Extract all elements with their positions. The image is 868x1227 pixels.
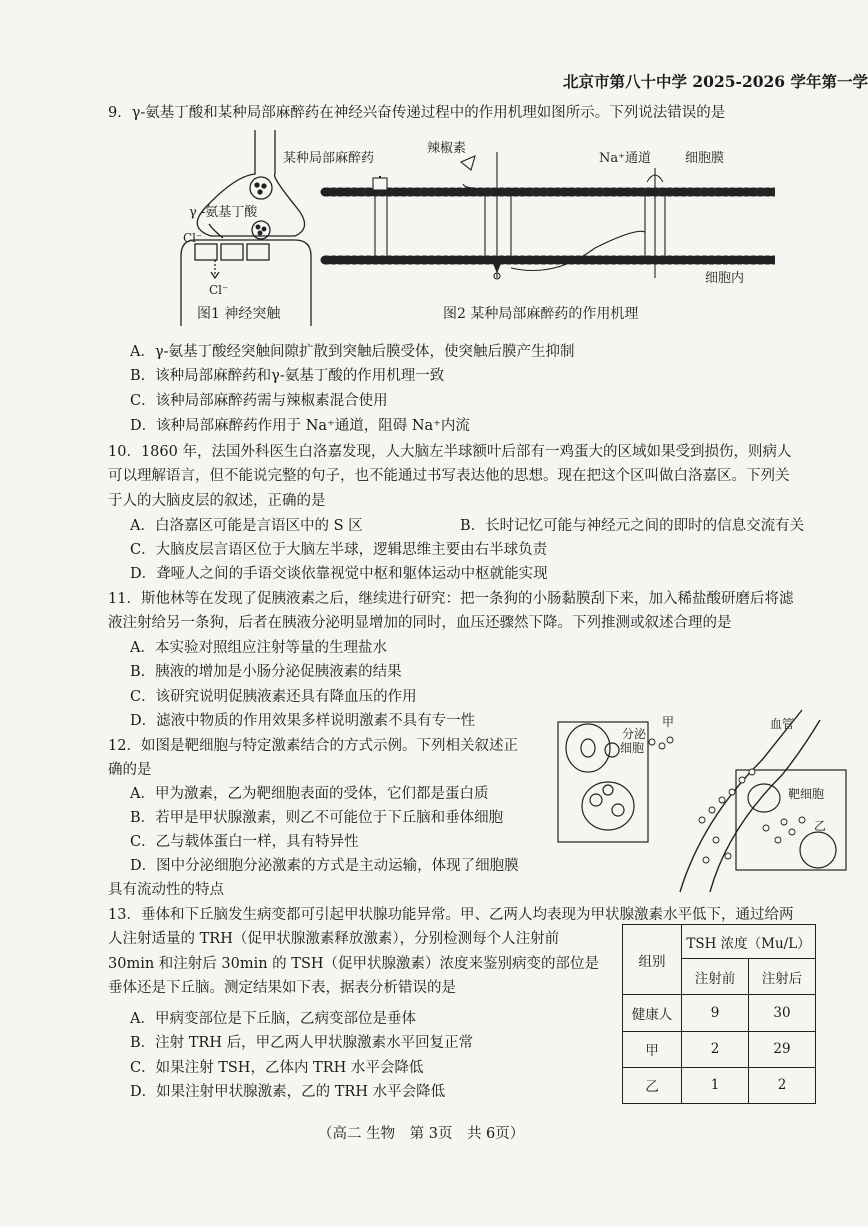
q9-option-c[interactable]: C．该种局部麻醉药需与辣椒素混合使用 <box>130 393 388 409</box>
q12-line-1: 12．如图是靶细胞与特定激素结合的方式示例。下列相关叙述正 <box>108 738 518 754</box>
na-channel-label: Na⁺通道 <box>599 151 651 166</box>
table-cell-before: 2 <box>682 1031 749 1067</box>
q9-figure <box>175 128 775 326</box>
membrane-figure <box>325 152 775 279</box>
school-header: 北京市第八十中学 2025-2026 学年第一学 <box>562 72 868 91</box>
q13-line-4: 垂体还是下丘脑。测定结果如下表，据表分析错误的是 <box>108 980 456 996</box>
q12-option-c[interactable]: C．乙与载体蛋白一样，具有特异性 <box>130 834 359 850</box>
q10-line-3: 于人的大脑皮层的叙述，正确的是 <box>108 493 326 509</box>
yi-label: 乙 <box>814 819 827 833</box>
jia-label: 甲 <box>662 715 675 729</box>
cl-label-1: Cl⁻ <box>183 231 203 245</box>
target-cell-box <box>736 770 846 870</box>
q10-line-2: 可以理解语言，但不能说完整的句子，也不能通过书写表达他的思想。现在把这个区叫做白洛嘉区。下列关 <box>108 468 790 484</box>
q13-option-b[interactable]: B．注射 TRH 后，甲乙两人甲状腺激素水平回复正常 <box>130 1035 474 1051</box>
table-row <box>623 995 816 1031</box>
secretory-cell-label-2: 细胞 <box>620 741 645 755</box>
inside-label: 细胞内 <box>705 271 745 286</box>
q10-option-c[interactable]: C．大脑皮层言语区位于大脑左半球，逻辑思维主要由右半球负责 <box>130 542 548 558</box>
table-header-tsh: TSH 浓度（Mu/L） <box>682 925 816 959</box>
q9-option-a[interactable]: A．γ-氨基丁酸经突触间隙扩散到突触后膜受体，使突触后膜产生抑制 <box>130 344 575 360</box>
q11-line-1: 11．斯他林等在发现了促胰液素之后，继续进行研究：把一条狗的小肠黏膜刮下来，加入稀盐酸研磨后将滤 <box>108 591 794 607</box>
q13-option-d[interactable]: D．如果注射甲状腺激素，乙的 TRH 水平会降低 <box>130 1084 446 1100</box>
anesthetic-label: 某种局部麻醉药 <box>283 151 375 166</box>
membrane-label: 细胞膜 <box>685 151 725 166</box>
hormone-figure <box>552 700 852 895</box>
table-cell-before: 9 <box>682 995 749 1031</box>
table-cell-after: 30 <box>748 995 815 1031</box>
fig1-caption: 图1 神经突触 <box>197 306 281 322</box>
q10-option-b[interactable]: B．长时记忆可能与神经元之间的即时的信息交流有关 <box>460 518 805 534</box>
table-cell-group: 甲 <box>623 1031 682 1067</box>
q9-option-b[interactable]: B．该种局部麻醉药和γ-氨基丁酸的作用机理一致 <box>130 368 445 384</box>
q13-option-a[interactable]: A．甲病变部位是下丘脑，乙病变部位是垂体 <box>130 1011 416 1027</box>
capsaicin-label: 辣椒素 <box>427 141 467 156</box>
table-cell-after: 2 <box>748 1067 815 1103</box>
table-header-group: 组别 <box>623 925 682 995</box>
table-cell-before: 1 <box>682 1067 749 1103</box>
page-footer: （高二 生物 第 3页 共 6页） <box>318 1126 525 1142</box>
q13-line-1: 13．垂体和下丘脑发生病变都可引起甲状腺功能异常。甲、乙两人均表现为甲状腺激素水平低下，通过给两 <box>108 907 794 923</box>
q12-line-2: 确的是 <box>108 762 152 778</box>
q10-option-d[interactable]: D．聋哑人之间的手语交谈依靠视觉中枢和躯体运动中枢就能实现 <box>130 566 548 582</box>
target-cell-label: 靶细胞 <box>788 787 825 801</box>
cl-label-2: Cl⁻ <box>209 283 229 297</box>
secretory-cell-label-1: 分泌 <box>622 727 647 741</box>
q12-option-b[interactable]: B．若甲是甲状腺激素，则乙不可能位于下丘脑和垂体细胞 <box>130 810 504 826</box>
table-cell-group: 健康人 <box>623 995 682 1031</box>
q9-option-d[interactable]: D．该种局部麻醉药作用于 Na⁺通道，阻碍 Na⁺内流 <box>130 418 470 434</box>
q11-option-b[interactable]: B．胰液的增加是小肠分泌促胰液素的结果 <box>130 664 402 680</box>
q13-line-2: 人注射适量的 TRH（促甲状腺激素释放激素），分别检测每个人注射前 <box>108 931 560 947</box>
tsh-table <box>622 924 816 1104</box>
table-row <box>623 1031 816 1067</box>
table-header-before: 注射前 <box>682 959 749 995</box>
fig2-caption: 图2 某种局部麻醉药的作用机理 <box>443 306 639 322</box>
q10-option-a[interactable]: A．白洛嘉区可能是言语区中的 S 区 <box>130 518 363 534</box>
vessel-label: 血管 <box>770 717 795 731</box>
q12-option-a[interactable]: A．甲为激素，乙为靶细胞表面的受体，它们都是蛋白质 <box>130 786 489 802</box>
q10-line-1: 10．1860 年，法国外科医生白洛嘉发现，人大脑左半球额叶后部有一鸡蛋大的区域如果受到损伤，则病人 <box>108 444 792 460</box>
q9-stem: 9．γ-氨基丁酸和某种局部麻醉药在神经兴奋传递过程中的作用机理如图所示。下列说法错误的是 <box>108 105 726 121</box>
table-row <box>623 1067 816 1103</box>
q12-option-d[interactable]: D．图中分泌细胞分泌激素的方式是主动运输，体现了细胞膜 <box>130 858 519 874</box>
q13-line-3: 30min 和注射后 30min 的 TSH（促甲状腺激素）浓度来鉴别病变的部位是 <box>108 956 600 972</box>
q11-option-c[interactable]: C．该研究说明促胰液素还具有降血压的作用 <box>130 689 417 705</box>
gaba-label: γ -氨基丁酸 <box>189 205 258 220</box>
q12-option-d-cont: 具有流动性的特点 <box>108 882 224 898</box>
table-header-after: 注射后 <box>748 959 815 995</box>
q11-option-a[interactable]: A．本实验对照组应注射等量的生理盐水 <box>130 640 387 656</box>
q13-option-c[interactable]: C．如果注射 TSH，乙体内 TRH 水平会降低 <box>130 1060 424 1076</box>
q11-line-2: 液注射给另一条狗，后者在胰液分泌明显增加的同时，血压还骤然下降。下列推测或叙述合理的是 <box>108 615 732 631</box>
table-cell-after: 29 <box>748 1031 815 1067</box>
q11-option-d[interactable]: D．滤液中物质的作用效果多样说明激素不具有专一性 <box>130 713 476 729</box>
table-cell-group: 乙 <box>623 1067 682 1103</box>
